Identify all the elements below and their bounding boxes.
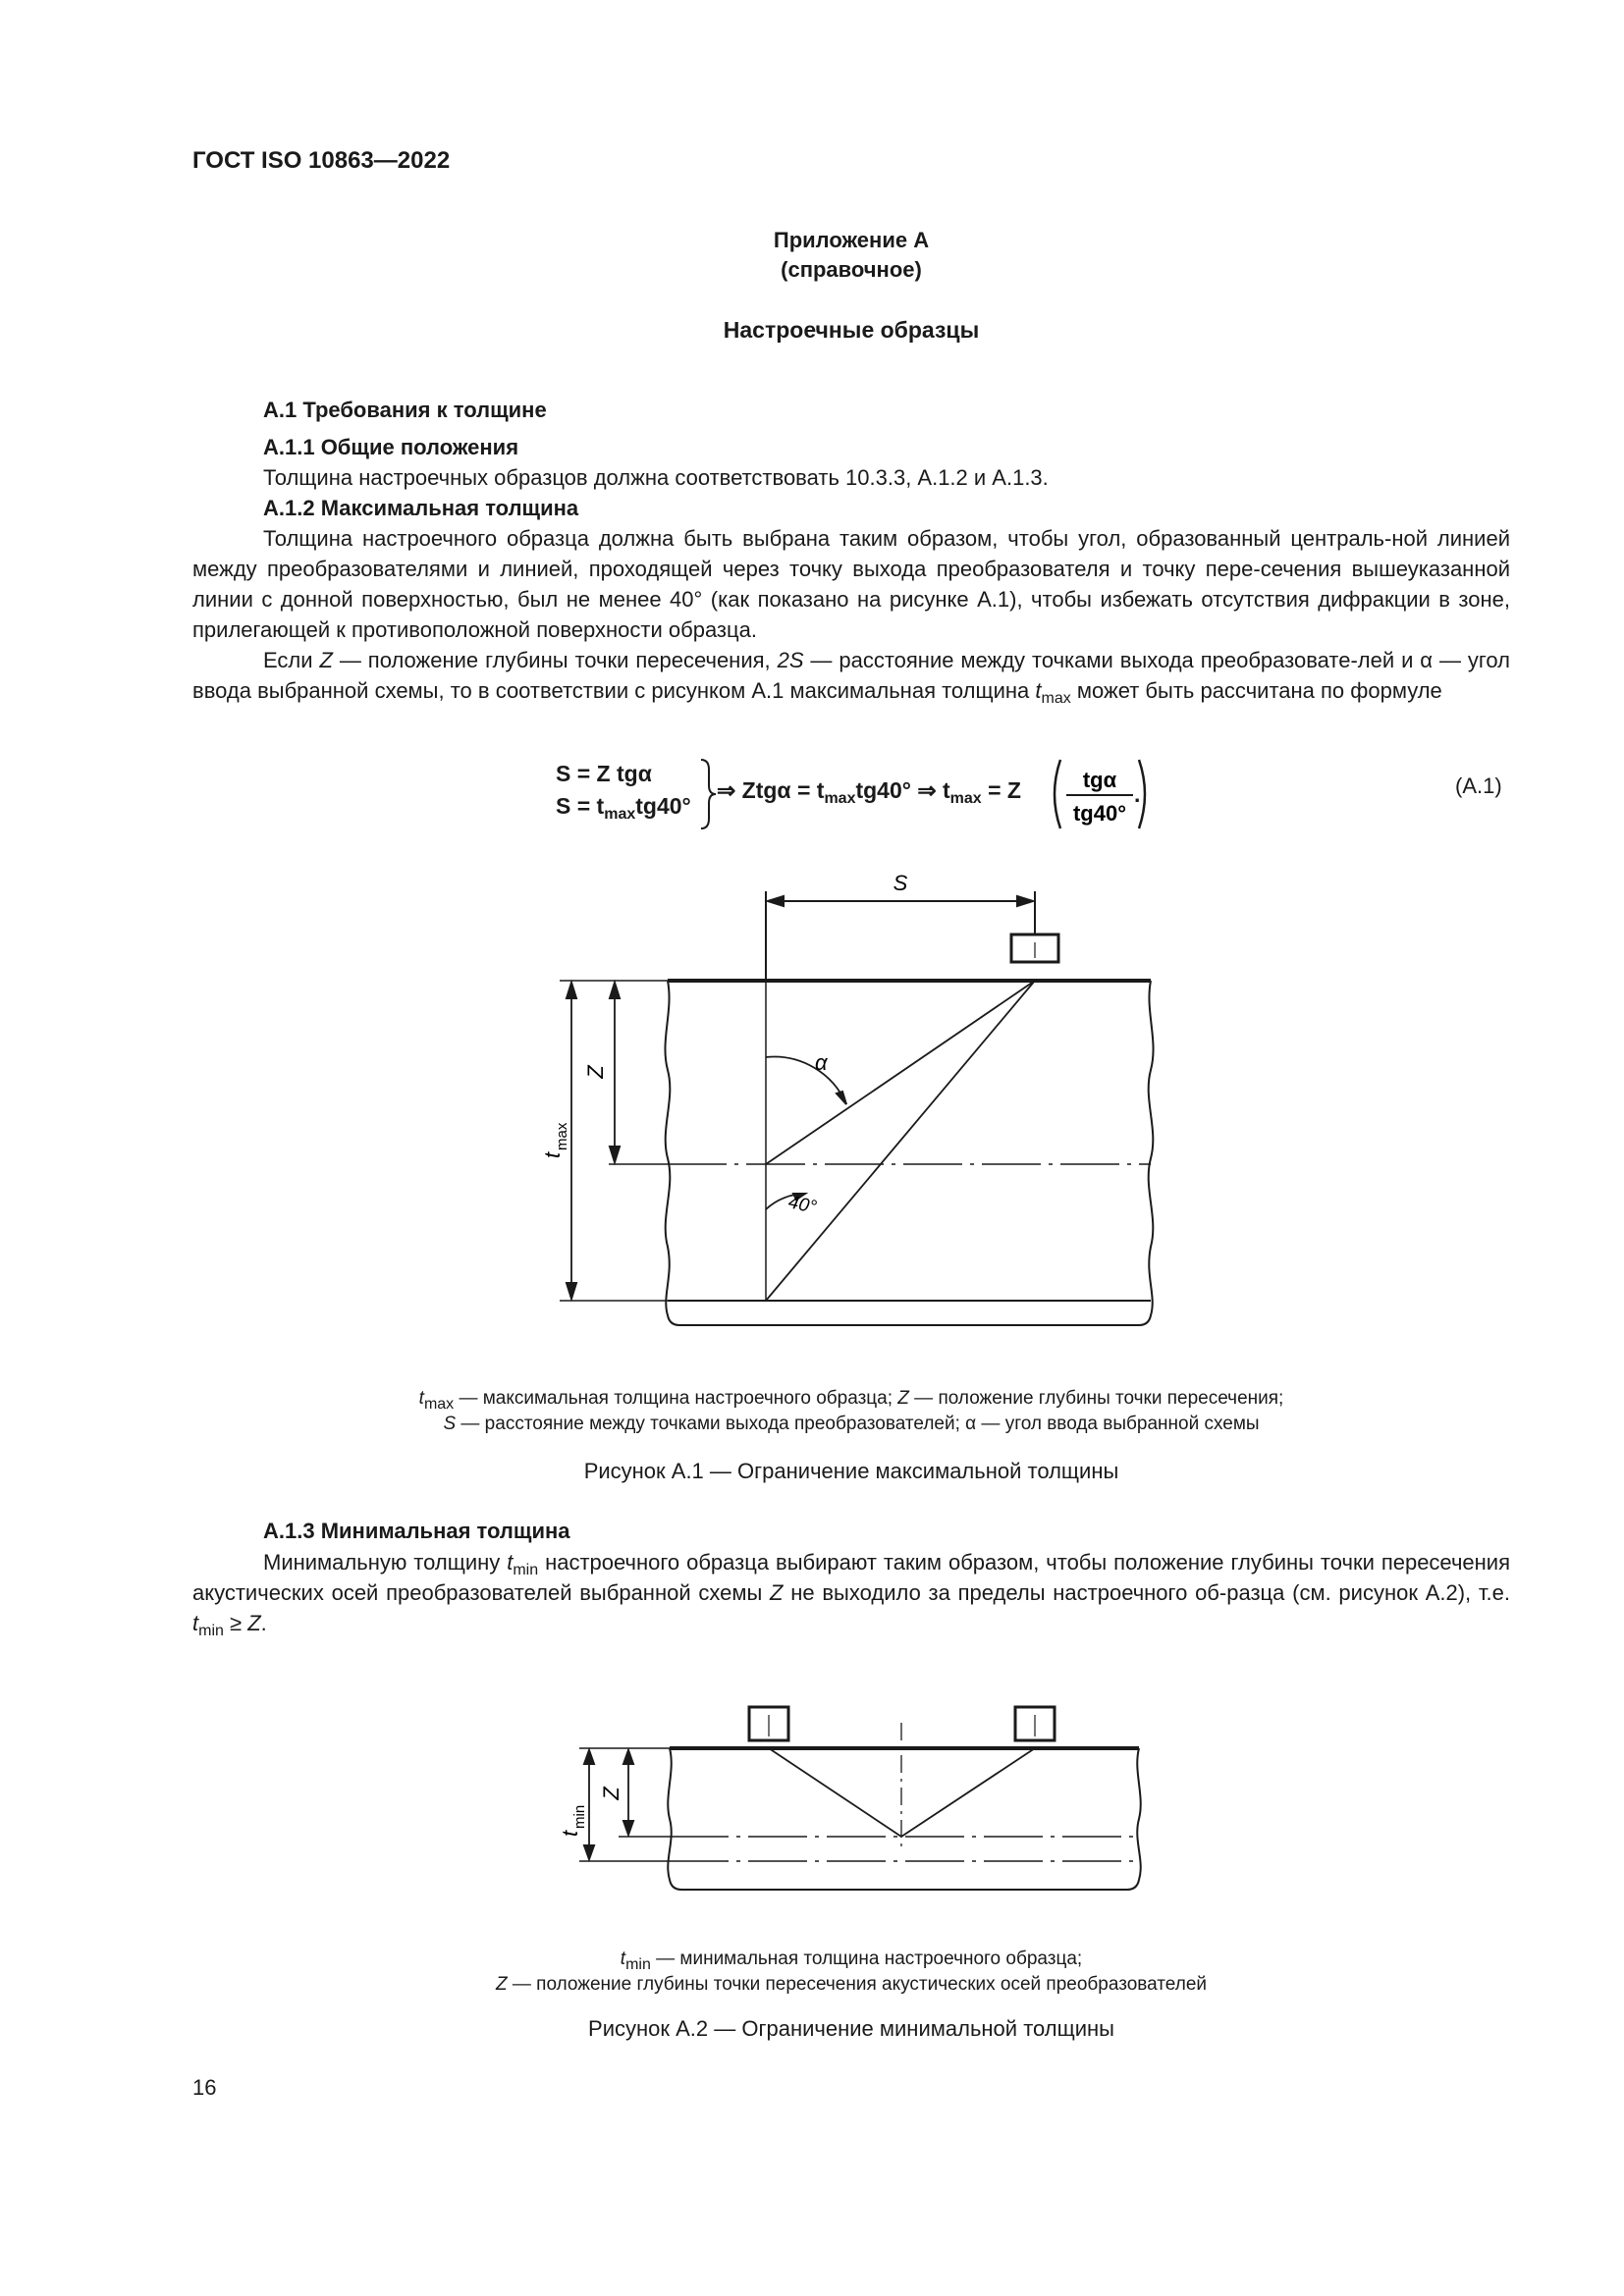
annex-title <box>192 226 1510 285</box>
annex-kind: (справочное) <box>781 257 922 282</box>
a12-paragraph-2: Если Z — положение глубины точки пересечения, 2S — расстояние между точками выхода преобразовате-лей и α — угол ввода выбранной схемы, то в соответствии с рисунком А.1 максимальная толщина $t_{max}$ может быть рассчитана по формуле <box>192 648 1511 707</box>
label-40-degree: 40° <box>785 1192 819 1218</box>
label-tmin <box>558 1805 588 1837</box>
svg-text:t: t <box>558 1830 582 1837</box>
equation-middle: ⇒ $Ztg\alpha = t_{max}tg40^\circ$ ⇒ $t_{max} = Z$ <box>717 777 1021 807</box>
a13-paragraph: Минимальную толщину $t_{min}$ настроечного образца выбирают таким образом, чтобы положение глубины точки пересечения акустических осей преобразователей выбранной схемы Z не выходило за пределы настроечного об-разца (см. рисунок А.2), т.е. $t_{min} \ge Z$. <box>192 1550 1510 1639</box>
section-a12-title: А.1.2 Максимальная толщина <box>263 496 579 520</box>
label-z: Z <box>583 1065 608 1079</box>
svg-text:t: t <box>540 1151 565 1158</box>
equation-number: (А.1) <box>1455 774 1502 798</box>
section-a11-title: А.1.1 Общие положения <box>263 435 519 459</box>
annex-label: Приложение А <box>773 228 930 252</box>
label-s: S <box>893 871 908 895</box>
equation-end: . <box>1134 781 1141 807</box>
figure-a2-legend: $t_{min}$ — минимальная толщина настроечного образца; Z — положение глубины точки пересечения акустических осей преобразователей <box>496 1949 1207 1995</box>
svg-text:min: min <box>571 1804 588 1829</box>
label-tmax <box>540 1122 570 1158</box>
document-header: ГОСТ ISO 10863—2022 <box>192 147 451 174</box>
section-a13-title: А.1.3 Минимальная толщина <box>263 1519 570 1543</box>
equation-line-1: S = Z tgα <box>556 761 652 786</box>
page-number: 16 <box>192 2075 217 2100</box>
section-a11-text: Толщина настроечных образцов должна соответствовать 10.3.3, А.1.2 и А.1.3. <box>263 465 1049 490</box>
figure-a1-legend: $t_{max}$ — максимальная толщина настроечного образца; Z — положение глубины точки пересечения; S — расстояние между точками выхода преобразователей; α — угол ввода выбранной схемы <box>418 1388 1284 1434</box>
a12-paragraph-1: Толщина настроечного образца должна быть выбрана таким образом, чтобы угол, образованный централь-ной линией между преобразователями и линией, проходящей через точку выхода преобразователя и точку пере-сечения вышеуказанной линии с донной поверхностью, был не менее 40° (как показано на рисунке А.1), чтобы избежать отсутствия дифракции в зоне, прилегающей к противоположной поверхности образца. <box>192 526 1510 642</box>
figure-a2-diagram <box>550 1693 1159 1921</box>
equation-line-2: $S = t_{max}tg40^\circ$ <box>556 793 691 823</box>
equation-brace <box>699 758 719 830</box>
section-a1-title: А.1 Требования к толщине <box>263 398 547 422</box>
label-alpha: α <box>815 1050 828 1075</box>
figure-a2-caption: Рисунок А.2 — Ограничение минимальной толщины <box>588 2016 1114 2041</box>
section-a13-body <box>192 1547 1510 1638</box>
fraction-numerator: tgα <box>1082 768 1117 792</box>
label-z-2: Z <box>599 1787 623 1800</box>
annex-name: Настроечные образцы <box>723 317 980 343</box>
svg-text:max: max <box>554 1122 570 1150</box>
figure-a1-diagram <box>530 864 1178 1364</box>
figure-a1-caption: Рисунок А.1 — Ограничение максимальной толщины <box>583 1459 1119 1483</box>
section-a12-body <box>192 523 1510 706</box>
fraction-denominator: tg40° <box>1072 801 1127 826</box>
